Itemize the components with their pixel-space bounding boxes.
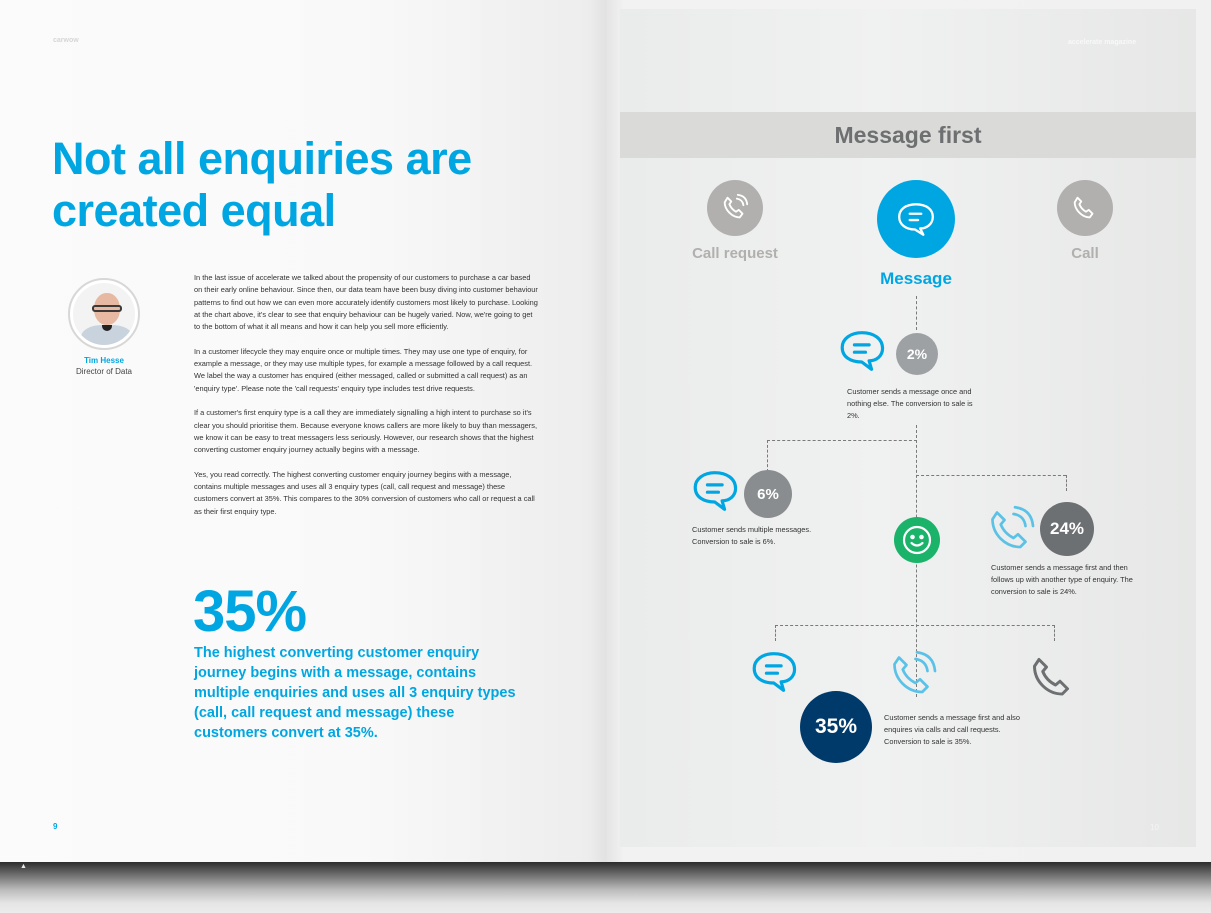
avatar — [68, 278, 140, 350]
outcome-desc-2: Customer sends a message once and nothing else. The conversion to sale is 2%. — [847, 387, 973, 420]
author-block — [60, 278, 148, 376]
phone-outline-icon — [1030, 652, 1078, 700]
paragraph: Yes, you read correctly. The highest converting customer enquiry journey begins with a message, contains multiple messages and uses all 3 enquiry types (call, call request and message) these customers convert at 35%. This compares to the 30% conversion of customers who call or request a call as their first enquiry type. — [194, 469, 535, 516]
phone-icon — [1070, 193, 1100, 223]
pct-badge-24 — [1040, 502, 1094, 556]
page-number: 9 — [53, 822, 58, 831]
page-shadow — [0, 862, 1211, 913]
left-page — [0, 0, 606, 862]
highlight-stat: 35% — [193, 579, 307, 644]
message-label: Message — [880, 269, 952, 288]
pct-value: 24% — [1049, 519, 1085, 538]
connector-line — [775, 625, 776, 641]
connector-line — [1054, 625, 1055, 641]
connector-line — [916, 296, 917, 330]
message-circle — [877, 180, 955, 258]
smiley-icon — [900, 523, 934, 557]
article-body — [194, 272, 539, 530]
pct-value: 6% — [757, 485, 779, 503]
call-request-outline-icon — [988, 505, 1036, 553]
paragraph: In a customer lifecycle they may enquire once or multiple times. They may use one type of enquiry, for example a message, or they may use multiple types, for example a message followed by a call request. We label the way a customer has enquired (either messaged, called or submitted a call request) as an 'enquiry type'. Please note the 'call requests' enquiry type includes test drive requests. — [194, 346, 533, 393]
connector-line — [916, 475, 1066, 476]
outcome-desc-24: Customer sends a message first and then follows up with another type of enquiry. The conversion to sale is 24%. — [991, 563, 1133, 596]
connector-line — [775, 625, 1055, 626]
success-circle — [894, 517, 940, 563]
highlight-caption: The highest converting customer enquiry journey begins with a message, contains multiple enquiries and uses all 3 enquiry types (call, call request and message) these customers convert at 35%. — [194, 645, 516, 741]
message-outline-icon — [838, 329, 888, 373]
message-outline-icon — [750, 650, 800, 694]
magazine-label: accelerate magazine — [1068, 39, 1137, 46]
call-label: Call — [1071, 245, 1099, 262]
message-icon — [895, 198, 937, 240]
pct-value: 35% — [814, 715, 858, 738]
outcome-desc-6: Customer sends multiple messages. Conversion to sale is 6%. — [692, 525, 812, 546]
pct-badge-6 — [744, 470, 792, 518]
message-outline-icon — [691, 469, 741, 513]
call-request-outline-icon — [890, 650, 938, 698]
call-request-icon — [720, 193, 750, 223]
infographic-panel — [620, 9, 1196, 847]
right-page — [606, 0, 1211, 862]
connector-line — [1066, 475, 1067, 491]
connector-line — [767, 440, 917, 441]
pct-badge-35 — [800, 691, 872, 763]
connector-line — [767, 440, 768, 472]
call-request-label: Call request — [692, 245, 778, 262]
paragraph: If a customer's first enquiry type is a call they are immediately signalling a high intent to purchase so it's clear you should prioritise them. Because everyone knows callers are more likely to buy than messagers, we know it can be easy to treat messagers less seriously. However, our research shows that the highest converting customer enquiry journey actually begins with a message. — [194, 408, 538, 455]
pct-badge-2 — [896, 333, 938, 375]
author-name: Tim Hesse — [84, 356, 124, 365]
pct-value: 2% — [906, 346, 928, 362]
outcome-desc-35: Customer sends a message first and also enquires via calls and call requests. Conversion to sale is 35%. — [884, 713, 1020, 746]
page-title: Not all enquiries are created equal — [52, 133, 472, 236]
brand-label: carwow — [53, 37, 79, 44]
page-number: 10 — [1150, 823, 1159, 832]
call-circle — [1057, 180, 1113, 236]
call-request-circle — [707, 180, 763, 236]
panel-title: Message first — [620, 112, 1196, 158]
author-role: Director of Data — [75, 367, 133, 376]
paragraph: In the last issue of accelerate we talked about the propensity of our customers to purchase a car based on their early online behaviour. Since then, our data team have been busy diving into customer behaviour patterns to find out how we can even more accurately identify customers most likely to purchase. Looking at the chart above, it's clear to see that enquiry behaviour can be hugely varied. Now, we're going to get to the bottom of what it all means and how it can help you sell more efficiently. — [194, 273, 538, 332]
caret-icon: ▲ — [20, 863, 27, 870]
